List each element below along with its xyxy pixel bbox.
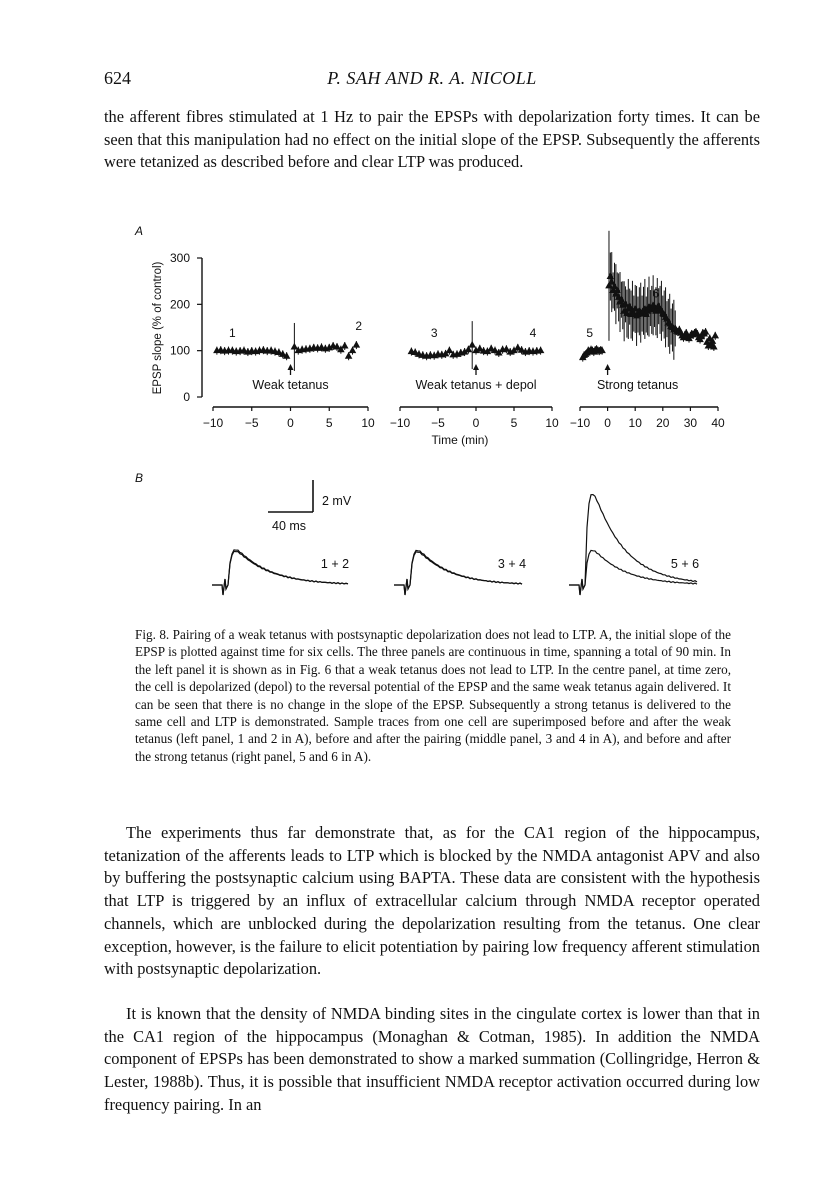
paragraph-3: It is known that the density of NMDA binding sites in the cingulate cortex is lower than that in the CA1 region of the hippocampus (Monaghan & Cotman, 1985). In addition the NMDA component of EPSPs has been demonstrated to show a marked summation (Collingridge, Herron & Lester, 1988b). Thus, it is possible that insufficient NMDA receptor activation occurred during low frequency pairing. In an <box>104 1004 760 1114</box>
x-tick-label: −5 <box>244 416 259 430</box>
data-point <box>291 343 299 350</box>
data-point <box>468 341 476 348</box>
panel-annotation: Weak tetanus <box>252 378 329 392</box>
y-tick-label: 0 <box>183 390 190 404</box>
trace-after <box>569 495 700 595</box>
x-tick-label: 0 <box>604 416 611 430</box>
y-tick-label: 100 <box>169 343 190 358</box>
panel-annotation: Weak tetanus + depol <box>415 378 537 392</box>
panel-b-label: B <box>135 471 144 485</box>
panel-b-traces <box>135 471 699 595</box>
figure-caption: Fig. 8. Pairing of a weak tetanus with postsynaptic depolarization does not lead to LTP. A, the initial slope of the EPSP is plotted against time for six cells. The three panels are continuous in time, spanning a total of 90 min. In the left panel it is shown as in Fig. 6 that a weak tetanus does not lead to LTP. In the centre panel, at time zero, the cell is depolarized (depol) to the reversal potential of the EPSP and the same weak tetanus again delivered. It can be seen that there is no change in the slope of the EPSP. Subsequently a strong tetanus is delivered to the same cell and LTP is demonstrated. Sample traces from one cell are superimposed before and after the weak tetanus (left panel, 1 and 2 in A), before and after the pairing (middle panel, 3 and 4 in A), and before and after the strong tetanus (right panel, 5 and 6 in A). <box>135 627 731 764</box>
point-label: 1 <box>229 325 236 340</box>
page-number: 624 <box>104 68 131 88</box>
stimulus-arrowhead <box>288 364 294 370</box>
x-tick-label: 5 <box>325 416 333 430</box>
point-label: 6 <box>652 286 660 301</box>
x-tick-label: −5 <box>431 416 445 430</box>
y-axis-label: EPSP slope (% of control) <box>152 261 164 395</box>
point-label: 4 <box>529 325 537 340</box>
trace-label: 1 + 2 <box>320 557 350 571</box>
scale-bar-h-label: 40 ms <box>272 519 307 533</box>
x-tick-label: 10 <box>545 416 559 430</box>
x-tick-label: −10 <box>389 416 411 430</box>
x-tick-label: 5 <box>510 416 518 430</box>
x-tick-label: −10 <box>202 416 224 430</box>
x-tick-label: 40 <box>711 416 725 430</box>
x-axis-label: Time (min) <box>431 433 489 447</box>
stimulus-arrowhead <box>473 364 479 370</box>
point-label: 5 <box>586 325 594 340</box>
data-point <box>341 342 349 349</box>
panel-a-label: A <box>135 224 144 238</box>
trace-5-6 <box>569 495 699 595</box>
panel-annotation: Strong tetanus <box>596 378 679 392</box>
y-tick-label: 200 <box>169 297 190 312</box>
x-tick-label: 10 <box>628 416 642 430</box>
x-tick-label: 0 <box>287 416 294 430</box>
y-tick-label: 300 <box>169 251 190 265</box>
panel-a-1 <box>203 319 375 430</box>
paragraph-1: the afferent fibres stimulated at 1 Hz to pair the EPSPs with depolarization forty times. It can be seen that this manipulation had no effect on the initial slope of the EPSP. Subsequently the afferents were tetanized as described before and clear LTP was produced. <box>104 107 760 172</box>
panel-a-chart <box>134 224 725 447</box>
stimulus-arrowhead <box>605 364 611 370</box>
x-tick-label: −10 <box>569 416 591 430</box>
data-point <box>711 332 719 339</box>
trace-1-2 <box>212 550 349 595</box>
x-tick-label: 20 <box>656 416 670 430</box>
paragraph-2: The experiments thus far demonstrate that, as for the CA1 region of the hippocampus, tetanization of the afferents leads to LTP which is blocked by the NMDA antagonist APV and also by buffering the postsynaptic calcium using BAPTA. These data are consistent with the hypothesis that LTP is triggered by an influx of extracellular calcium through NMDA receptor operated channels, which are unblocked during the depolarization resulting from the tetanus. One clear exception, however, is the failure to elicit potentiation by pairing low frequency afferent stimulation with postsynaptic depolarization. <box>104 823 760 979</box>
trace-3-4 <box>394 550 526 595</box>
data-point <box>353 341 361 348</box>
running-head: P. SAH AND R. A. NICOLL <box>327 68 537 88</box>
point-label: 2 <box>355 318 363 333</box>
trace-label: 3 + 4 <box>497 557 527 571</box>
x-tick-label: 30 <box>683 416 698 430</box>
x-tick-label: 10 <box>361 416 375 430</box>
point-label: 3 <box>430 325 438 340</box>
x-tick-label: 0 <box>472 416 480 430</box>
scale-bar-v-label: 2 mV <box>322 494 352 508</box>
panel-a-2 <box>390 321 559 430</box>
panel-a-3 <box>570 231 725 430</box>
trace-label: 5 + 6 <box>670 557 700 571</box>
data-point <box>446 346 454 353</box>
